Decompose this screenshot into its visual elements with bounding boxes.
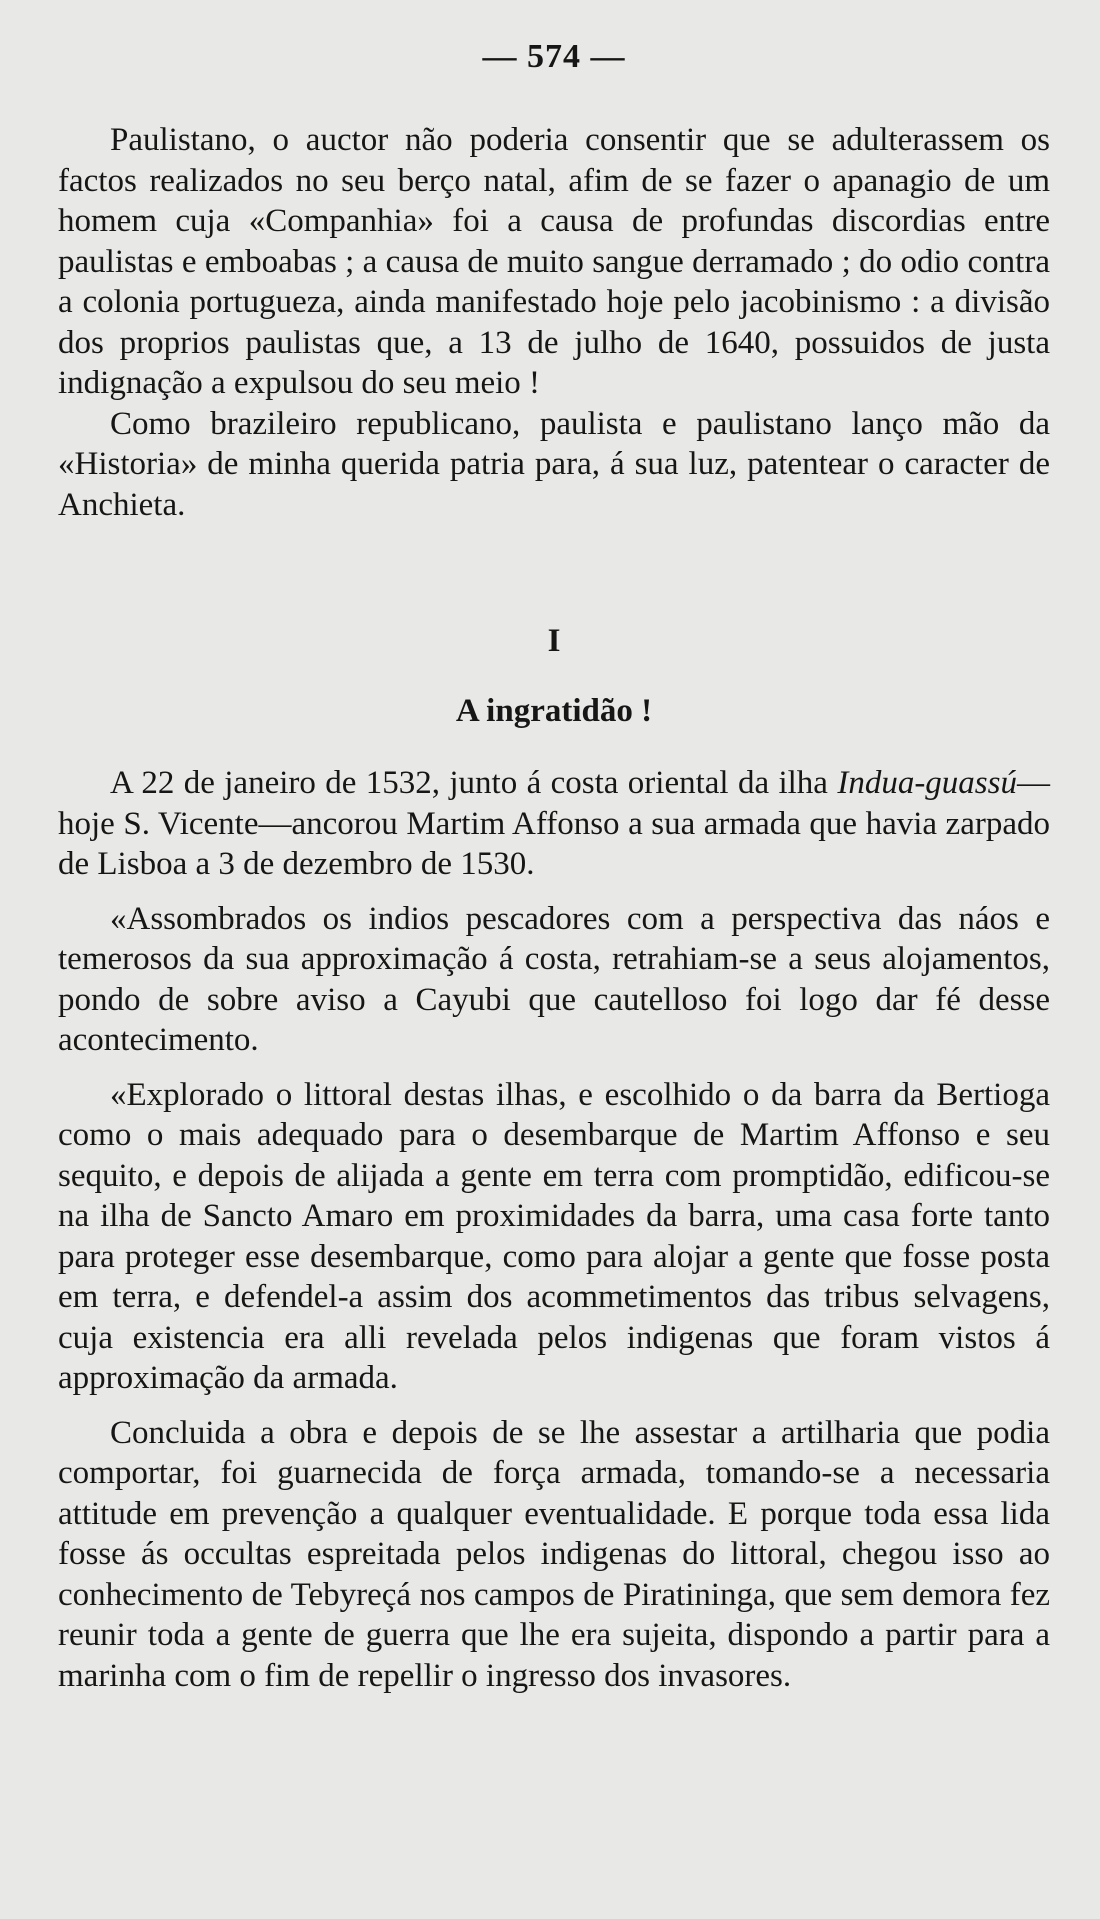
paragraph-1-text-end: —hoje S. Vicente—ancorou Martim Affonso a sua armada que havia zarpado de Lisboa a 3 de dezembro de 1530. xyxy=(58,765,1050,882)
intro-paragraph-2: Como brazileiro republicano, paulista e paulistano lanço mão da «Historia» de minha querida patria para, á sua luz, patentear o caracter de Anchieta. xyxy=(58,405,1050,523)
section-title: A ingratidão ! xyxy=(455,693,653,729)
paragraph-1-text-start: A 22 de janeiro de 1532, junto á costa oriental da ilha xyxy=(110,765,838,801)
section-paragraph-1 xyxy=(58,763,1050,885)
section-paragraph-2: «Assombrados os indios pescadores com a perspectiva das náos e temerosos da sua approximação á costa, retrahiam-se a seus alojamentos, pondo de sobre aviso a Cayubi que cautelloso foi logo dar fé desse acontecimento. xyxy=(58,900,1050,1058)
page-number: — 574 — xyxy=(482,38,626,75)
section-numeral: I xyxy=(547,623,561,659)
italic-place-name: Indua-guassú xyxy=(837,765,1017,801)
intro-paragraph-1: Paulistano, o auctor não poderia consentir que se adulterassem os factos realizados no seu berço natal, afim de se fazer o apanagio de um homem cuja «Companhia» foi a causa de profundas discordias entre paulistas e emboabas ; a causa de muito sangue derramado ; do odio contra a colonia portugueza, ainda manifestado hoje pelo jacobinismo : a divisão dos proprios paulistas que, a 13 de julho de 1640, possuidos de justa indignação a expulsou do seu meio ! xyxy=(58,122,1050,401)
section-paragraph-3: «Explorado o littoral destas ilhas, e escolhido o da barra da Bertioga como o mais adequado para o desembarque de Martim Affonso e seu sequito, e depois de alijada a gente em terra com promptidão, edificou-se na ilha de Sancto Amaro em proximidades da barra, uma casa forte tanto para proteger esse desembarque, como para alojar a gente que fosse posta em terra, e defendel-a assim dos acommetimentos das tribus selvagens, cuja existencia era alli revelada pelos indigenas que foram vistos á approximação da armada. xyxy=(58,1076,1050,1396)
section-paragraph-4: Concluida a obra e depois de se lhe assestar a artilharia que podia comportar, foi guarnecida de força armada, tomando-se a necessaria attitude em prevenção a qualquer eventualidade. E porque toda essa lida fosse ás occultas espreitada pelos indigenas do littoral, chegou isso ao conhecimento de Tebyreçá nos campos de Piratininga, que sem demora fez reunir toda a gente de guerra que lhe era sujeita, dispondo a partir para a marinha com o fim de repellir o ingresso dos invasores. xyxy=(58,1414,1050,1694)
